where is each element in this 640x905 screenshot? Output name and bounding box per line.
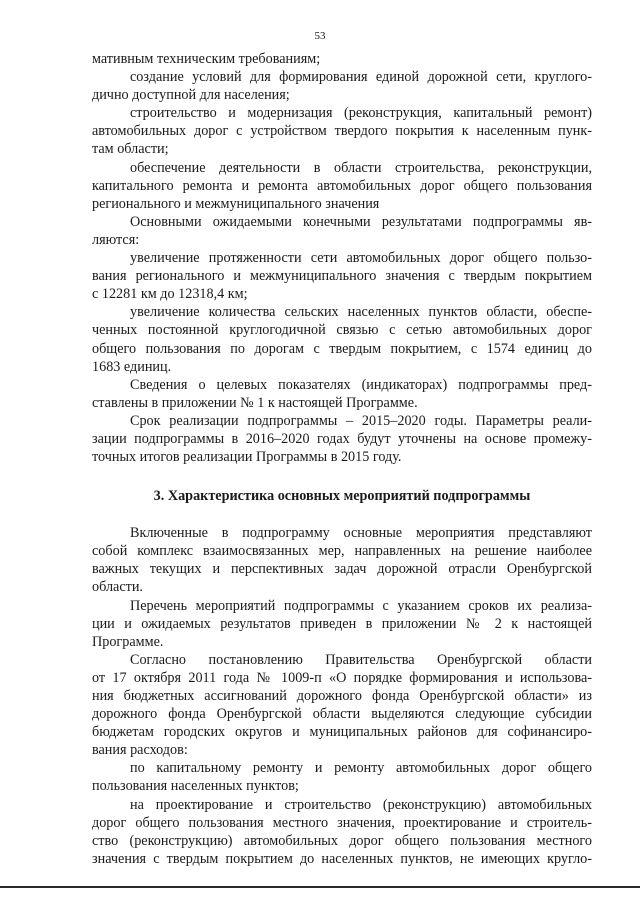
- text-line: Основными ожидаемыми конечными результатами подпрограммы яв-: [130, 213, 592, 230]
- text-line: ченных постоянной круглогодичной связью с сетью автомобильных дорог: [92, 322, 592, 339]
- text-line: 1683 единиц.: [92, 358, 172, 375]
- text-line: дично доступной для населения;: [92, 87, 290, 104]
- text-line: обеспечение деятельности в области строительства, реконструкции,: [130, 159, 592, 176]
- text-line: с 12281 км до 12318,4 км;: [92, 286, 248, 303]
- text-line: вания регионального и межмуниципального значения с твердым покрытием: [92, 268, 592, 285]
- text-line: точных итогов реализации Программы в 2015 году.: [92, 449, 402, 466]
- text-line: пользования населенных пунктов;: [92, 778, 299, 795]
- text-line: автомобильных дорог с устройством твердого покрытия к населенным пунк-: [92, 123, 592, 140]
- section-heading: 3. Характеристика основных мероприятий подпрограммы: [153, 488, 531, 505]
- text-line: зации подпрограммы в 2016–2020 годах будут уточнены на основе промежу-: [92, 430, 592, 447]
- text-line: там области;: [92, 141, 169, 158]
- text-line: Перечень мероприятий подпрограммы с указанием сроков их реализа-: [130, 597, 592, 614]
- page-body: [92, 50, 592, 868]
- text-line: создание условий для формирования единой дорожной сети, круглого-: [130, 69, 592, 86]
- text-line: мативным техническим требованиям;: [92, 51, 321, 67]
- text-line: собой комплекс взаимосвязанных мер, направленных на решение наиболее: [92, 543, 592, 560]
- text-line: по капитальному ремонту и ремонту автомобильных дорог общего: [130, 760, 592, 777]
- text-line: вания расходов:: [92, 742, 188, 759]
- text-line: дорог общего пользования местного значения, проектирование и строитель-: [92, 814, 592, 831]
- text-line: значения с твердым покрытием до населенных пунктов, не имеющих кругло-: [92, 850, 592, 867]
- bottom-rule: [0, 886, 640, 888]
- text-line: области.: [92, 579, 143, 596]
- text-line: ляются:: [92, 231, 140, 248]
- text-line: дорожного фонда Оренбургской области выделяются следующие субсидии: [92, 706, 592, 723]
- text-line: Срок реализации подпрограммы – 2015–2020 годы. Параметры реали-: [130, 412, 592, 429]
- text-line: от 17 октября 2011 года № 1009-п «О порядке формирования и использова-: [92, 669, 592, 686]
- text-line: Программе.: [92, 633, 164, 650]
- text-block-before-heading: [92, 50, 592, 466]
- text-line: строительство и модернизация (реконструкция, капитальный ремонт): [130, 105, 592, 122]
- text-line: важных текущих и перспективных задач дорожной отрасли Оренбургской: [92, 561, 592, 578]
- text-line: увеличение протяженности сети автомобильных дорог общего пользо-: [130, 250, 592, 267]
- text-line: ство (реконструкцию) автомобильных дорог общего пользования местного: [92, 832, 592, 849]
- text-line: ции и ожидаемых результатов приведен в приложении № 2 к настоящей: [92, 615, 592, 632]
- text-line: капитального ремонта и ремонта автомобильных дорог общего пользования: [92, 177, 592, 194]
- text-line: регионального и межмуниципального значения: [92, 195, 380, 212]
- page-number: 53: [314, 30, 326, 42]
- text-line: Включенные в подпрограмму основные мероприятия представляют: [130, 525, 592, 542]
- text-line: ставлены в приложении № 1 к настоящей Программе.: [92, 394, 418, 411]
- text-line: на проектирование и строительство (реконструкцию) автомобильных: [130, 796, 592, 813]
- text-line: Сведения о целевых показателях (индикаторах) подпрограммы пред-: [130, 376, 592, 393]
- text-line: бюджетам городских округов и муниципальных районов для софинансиро-: [92, 724, 592, 741]
- text-line: ния бюджетных ассигнований дорожного фонда Оренбургской области» из: [92, 688, 592, 704]
- text-block-after-heading: [92, 524, 592, 868]
- text-line: Согласно постановлению Правительства Оренбургской области: [130, 651, 592, 668]
- text-line: общего пользования по дорогам с твердым покрытием, с 1574 единиц до: [92, 340, 592, 357]
- text-line: увеличение количества сельских населенных пунктов области, обеспе-: [130, 304, 592, 321]
